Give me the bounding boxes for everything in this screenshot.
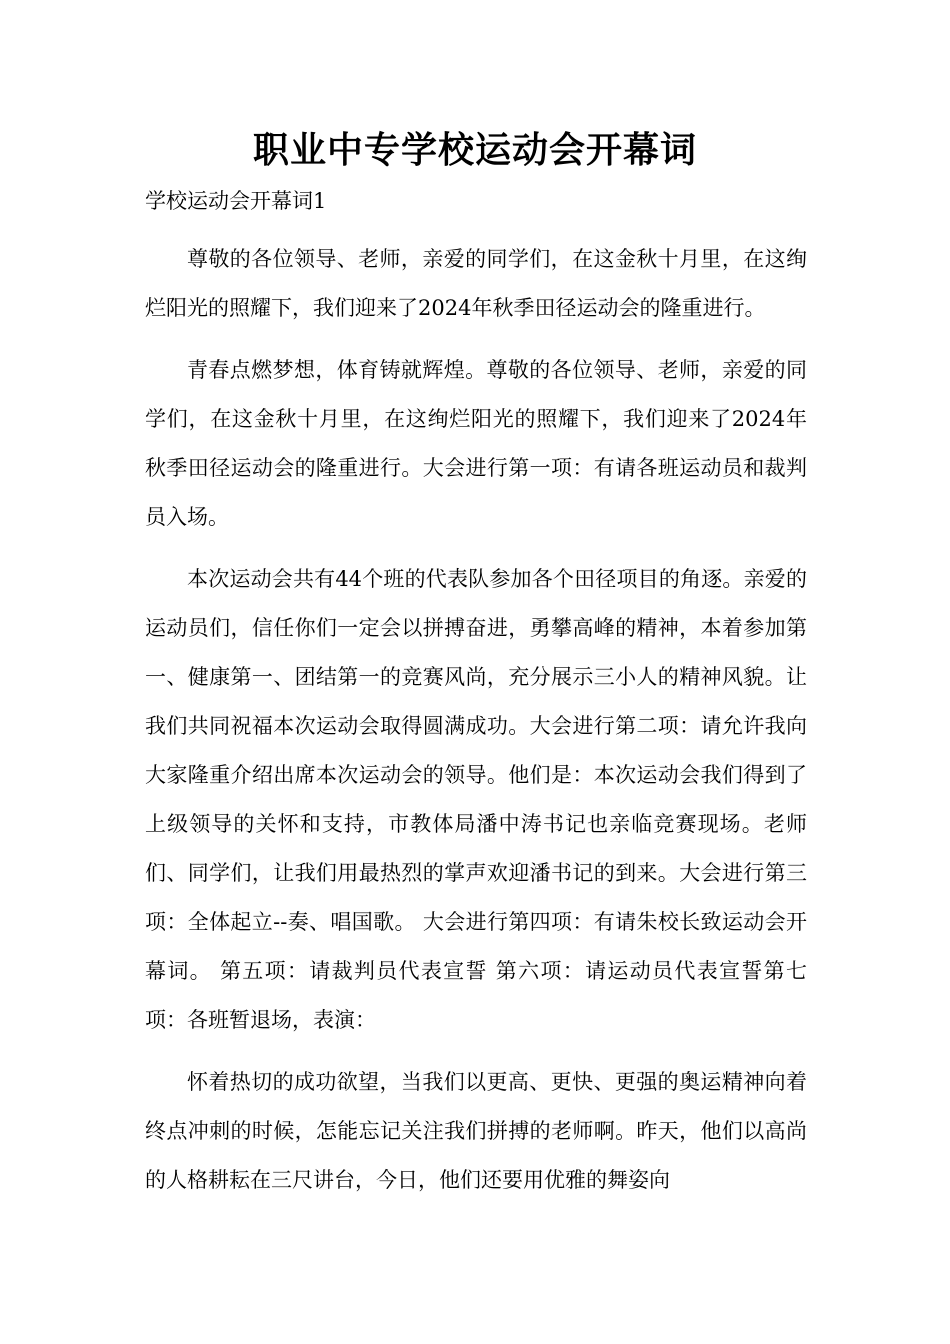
section-subtitle: 学校运动会开幕词1 xyxy=(145,189,327,213)
document-title: 职业中专学校运动会开幕词 xyxy=(252,130,697,171)
paragraph-2: 青春点燃梦想，体育铸就辉煌。尊敬的各位领导、老师，亲爱的同学们，在这金秋十月里，在这绚烂阳光的照耀下，我们迎来了2024年秋季田径运动会的隆重进行。大会进行第一项：有请各班运动员和裁判员入场。 xyxy=(145,358,807,529)
paragraph-1: 尊敬的各位领导、老师，亲爱的同学们，在这金秋十月里，在这绚烂阳光的照耀下，我们迎来了2024年秋季田径运动会的隆重进行。 xyxy=(145,247,807,320)
document-body xyxy=(145,235,807,1218)
paragraph-3: 本次运动会共有44个班的代表队参加各个田径项目的角逐。亲爱的运动员们，信任你们一定会以拼搏奋进，勇攀高峰的精神，本着参加第一、健康第一、团结第一的竞赛风尚，充分展示三小人的精神风貌。让我们共同祝福本次运动会取得圆满成功。大会进行第二项：请允许我向大家隆重介绍出席本次运动会的领导。他们是：本次运动会我们得到了上级领导的关怀和支持，市教体局潘中涛书记也亲临竞赛现场。老师们、同学们，让我们用最热烈的掌声欢迎潘书记的到来。大会进行第三项：全体起立--奏、唱国歌。 大会进行第四项：有请朱校长致运动会开幕词。 第五项：请裁判员代表宣誓 第六项：请运动员代表宣誓第七项：各班暂退场，表演： xyxy=(145,567,807,1032)
paragraph-4: 怀着热切的成功欲望，当我们以更高、更快、更强的奥运精神向着终点冲刺的时候，怎能忘记关注我们拼搏的老师啊。昨天，他们以高尚的人格耕耘在三尺讲台，今日，他们还要用优雅的舞姿向 xyxy=(145,1070,807,1192)
